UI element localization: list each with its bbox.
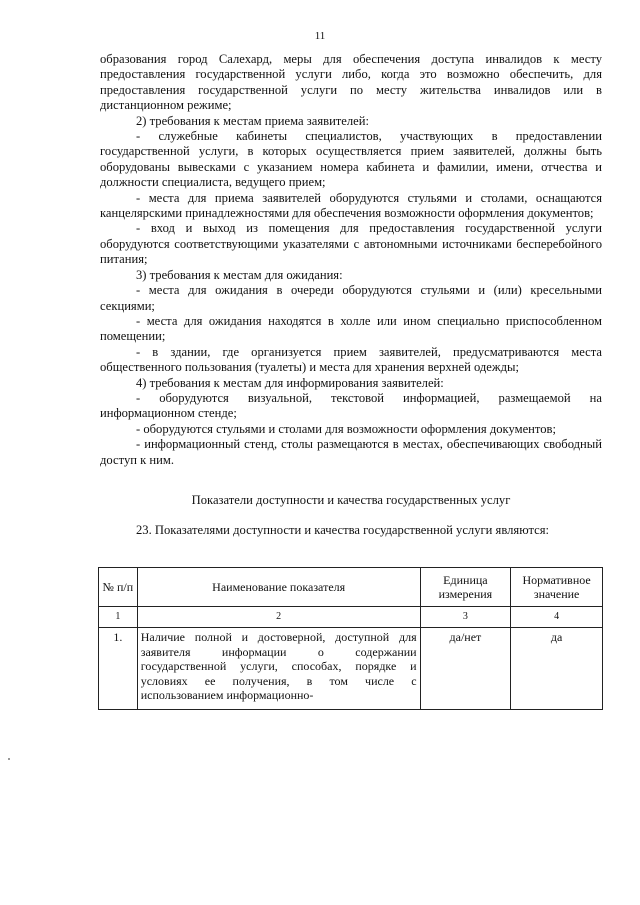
body-text [100, 52, 602, 468]
column-number: 1 [99, 607, 138, 628]
table-row [99, 628, 603, 710]
header-indicator-name: Наименование показателя [137, 568, 420, 607]
paragraph: - информационный стенд, столы размещаются в местах, обеспечивающих свободный доступ к ним. [100, 437, 602, 467]
paragraph: - в здании, где организуется прием заявителей, предусматриваются места общественного пользования (туалеты) и места для хранения верхней одежды; [100, 344, 602, 375]
header-unit: Единица измерения [420, 568, 511, 607]
row-unit: да/нет [420, 628, 511, 710]
scan-speck [8, 758, 10, 760]
row-number: 1. [99, 628, 138, 710]
table-header-row [99, 568, 603, 607]
column-number: 3 [420, 607, 511, 628]
header-number: № п/п [99, 568, 138, 607]
paragraph: - вход и выход из помещения для предоставления государственной услуги оборудуются соответствующими указателями с автономными источниками бесперебойного питания; [100, 221, 602, 267]
page-number: 11 [314, 30, 326, 42]
paragraph: образования город Салехард, меры для обеспечения доступа инвалидов к месту предоставления государственной услуги либо, когда это возможно обеспечить, для предоставления государственной услуги по месту жительства инвалидов или в дистанционном режиме; [100, 52, 602, 113]
paragraph: 3) требования к местам для ожидания: [136, 267, 343, 282]
indicators-table [98, 567, 603, 710]
section-title: Показатели доступности и качества государственных услуг [191, 493, 511, 507]
row-norm-value: да [511, 628, 603, 710]
paragraph: - места для приема заявителей оборудуются стульями и столами, оснащаются канцелярскими принадлежностями для обеспечения возможности оформления документов; [100, 190, 602, 221]
header-norm-value: Нормативное значение [511, 568, 603, 607]
column-number: 4 [511, 607, 603, 628]
paragraph: - оборудуются визуальной, текстовой информацией, размещаемой на информационном стенде; [100, 390, 602, 421]
paragraph: - места для ожидания в очереди оборудуются стульями и (или) кресельными секциями; [100, 283, 602, 313]
paragraph: - оборудуются стульями и столами для возможности оформления документов; [136, 421, 556, 436]
column-number-row [99, 607, 603, 628]
paragraph: - места для ожидания находятся в холле или ином специально приспособленном помещении; [100, 313, 602, 344]
paragraph: 2) требования к местам приема заявителей: [136, 113, 370, 128]
paragraph: 4) требования к местам для информирования заявителей: [136, 375, 444, 390]
column-number: 2 [137, 607, 420, 628]
paragraph: - служебные кабинеты специалистов, участвующих в предоставлении государственной услуги, в которых осуществляется прием заявителей, должны быть оборудованы вывесками с указанием номера кабинета и фамилии, имени, отчества и должности специалиста, ведущего прием; [100, 129, 602, 190]
intro-paragraph: 23. Показателями доступности и качества государственной услуги являются: [136, 523, 549, 537]
row-indicator-name: Наличие полной и достоверной, доступной для заявителя информации о содержании государственной услуги, способах, порядке и условиях ее получения, в том числе с использованием информационно- [137, 628, 420, 710]
